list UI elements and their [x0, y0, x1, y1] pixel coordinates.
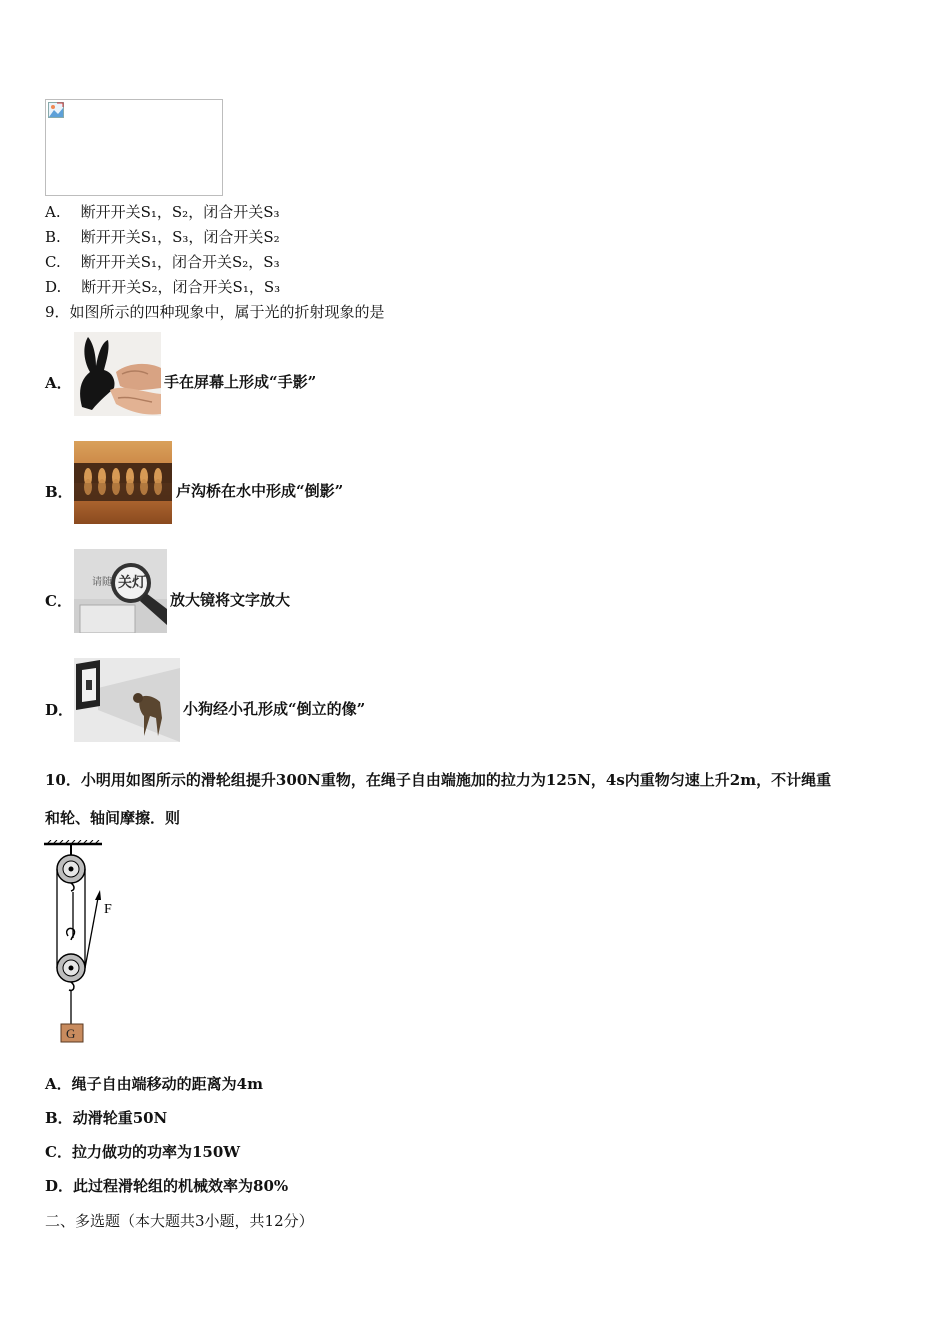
q10-stem-line1: 10．小明用如图所示的滑轮组提升300N重物，在绳子自由端施加的拉力为125N，4s内重物匀速上升2m，不计绳重: [45, 771, 832, 789]
option-text: 动滑轮重50N: [72, 1109, 168, 1127]
q9-stem: 9．如图所示的四种现象中，属于光的折射现象的是: [45, 303, 385, 321]
q9-option-d-text: 小狗经小孔形成“倒立的像”: [183, 700, 366, 718]
q10-stem-line2: 和轮、轴间摩擦．则: [45, 809, 181, 827]
option-letter: B.: [45, 228, 61, 246]
weight-label: G: [66, 1026, 76, 1041]
q8-option-a: [45, 202, 279, 222]
q9-option-c-text: 放大镜将文字放大: [170, 591, 291, 609]
q10-option-a: [45, 1074, 263, 1094]
q10-option-b: [45, 1108, 167, 1128]
option-letter: C．: [45, 1143, 72, 1161]
q8-option-b: [45, 227, 280, 247]
option-text: 断开开关S₁，S₂，闭合开关S₃: [80, 203, 280, 221]
option-text: 断开开关S₂，闭合开关S₁，S₃: [81, 278, 281, 296]
q9-option-b-letter: B．: [45, 483, 73, 501]
svg-text:请随: 请随: [92, 577, 112, 588]
q10-option-d: [45, 1176, 288, 1196]
q9-option-d-letter: D．: [45, 701, 74, 719]
pinhole-image: [74, 658, 180, 742]
q9-option-a-letter: A．: [45, 374, 72, 392]
option-letter: A.: [45, 203, 61, 221]
option-text: 拉力做功的功率为150W: [71, 1143, 241, 1161]
option-text: 断开开关S₁，闭合开关S₂，S₃: [80, 253, 280, 271]
q9-option-c-letter: C．: [45, 592, 72, 610]
q8-option-c: [45, 252, 280, 272]
magnifier-image: [74, 549, 167, 633]
option-text: 断开开关S₁，S₃，闭合开关S₂: [80, 228, 280, 246]
q8-option-d: [45, 277, 280, 297]
pulley-diagram: [44, 840, 124, 1050]
option-letter: D.: [45, 278, 62, 296]
hand-shadow-image: [74, 332, 161, 416]
q9-option-a-text: 手在屏幕上形成“手影”: [164, 373, 317, 391]
lens-sign-text: 关灯: [118, 575, 146, 591]
force-label: F: [104, 902, 112, 917]
option-text: 此过程滑轮组的机械效率为80%: [73, 1177, 289, 1195]
option-letter: D．: [45, 1177, 74, 1195]
option-text: 绳子自由端移动的距离为4m: [71, 1075, 263, 1093]
section-heading: 二、多选题（本大题共3小题，共12分）: [45, 1212, 314, 1230]
broken-image-placeholder: [45, 99, 223, 196]
bridge-reflection-image: [74, 441, 172, 524]
option-letter: B．: [45, 1109, 73, 1127]
q9-option-b-text: 卢沟桥在水中形成“倒影”: [176, 482, 344, 500]
option-letter: C.: [45, 253, 61, 271]
q10-option-c: [45, 1142, 240, 1162]
option-letter: A．: [45, 1075, 72, 1093]
broken-image-icon: [48, 102, 64, 118]
